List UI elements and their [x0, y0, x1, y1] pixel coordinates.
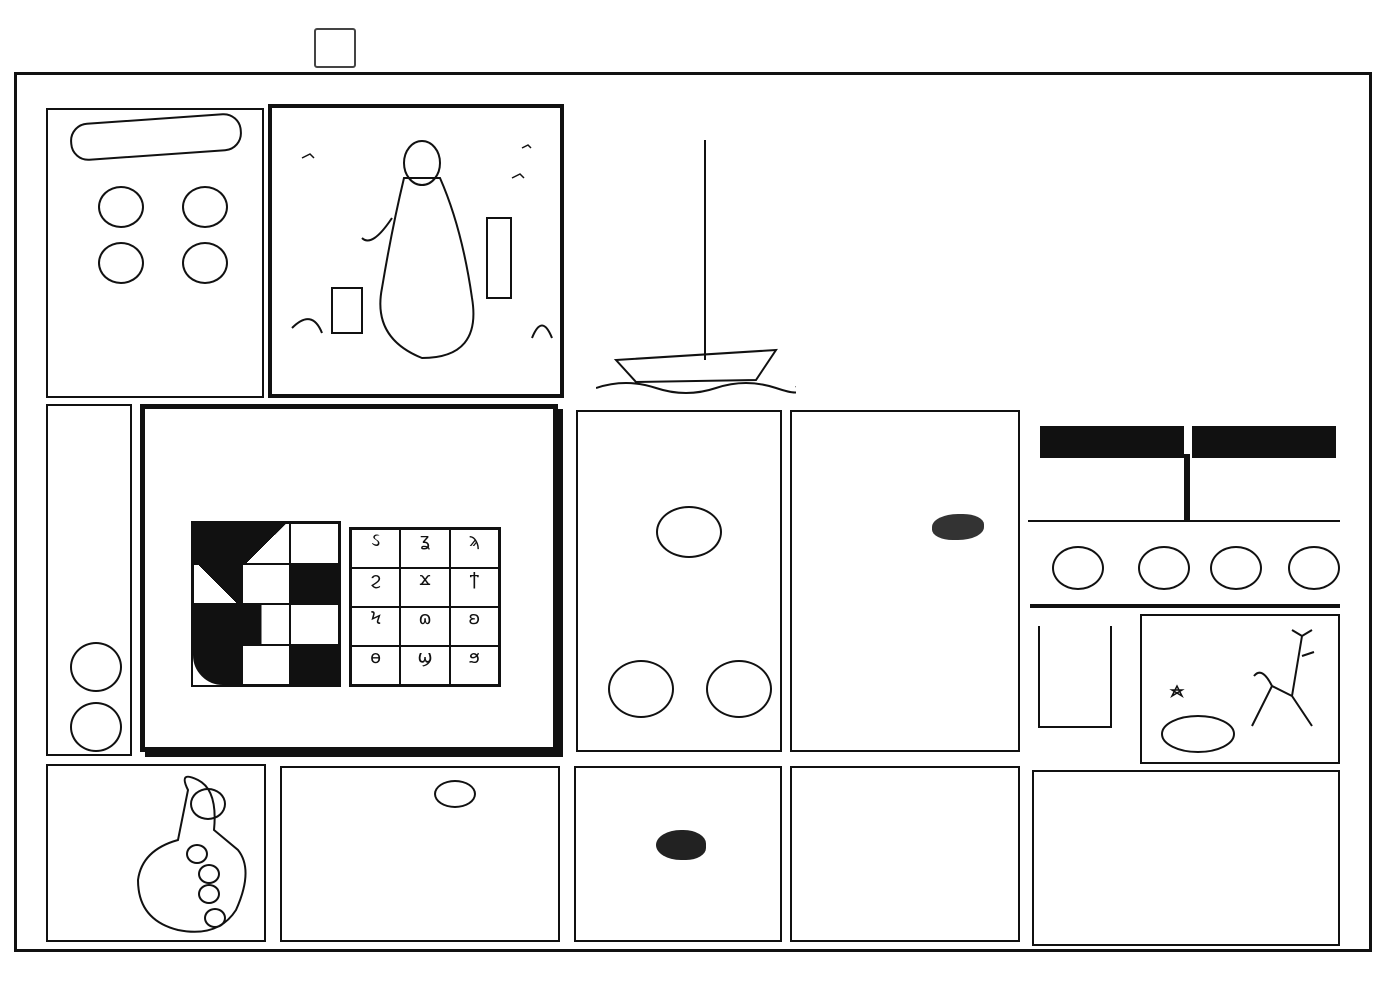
current-number [434, 780, 476, 808]
scrambled-grid [191, 521, 341, 687]
lucky-info-box [790, 410, 1020, 752]
dan-number [656, 506, 722, 558]
open-divider [1184, 454, 1190, 520]
book-icon [314, 28, 356, 68]
rat-picture-icon [656, 830, 706, 860]
predict-number-3 [98, 242, 144, 284]
cold-number-1 [70, 642, 122, 692]
recommend-number-1 [190, 788, 226, 820]
left-border-strip [20, 108, 42, 946]
recommend-number-5 [204, 908, 226, 928]
tuo-number-1 [608, 660, 674, 718]
predict-box [46, 108, 264, 398]
special-recommend-box [46, 764, 266, 942]
open-number-2 [1138, 546, 1190, 590]
open-box [1028, 420, 1340, 596]
treasure-lines [620, 176, 740, 316]
recommend-number-3 [198, 864, 220, 884]
recommend-number-2 [186, 844, 208, 864]
motto-area [800, 262, 1030, 402]
top-border-strip [20, 84, 1366, 106]
open-number-4 [1288, 546, 1340, 590]
open-number-3 [1210, 546, 1262, 590]
open-number-1 [1052, 546, 1104, 590]
open-head-1 [1040, 426, 1184, 458]
section-rule [1030, 604, 1340, 608]
tuo-number-2 [706, 660, 772, 718]
lady-picture [268, 104, 564, 398]
book-hand-icon [1038, 626, 1112, 728]
right-border-strip [1344, 108, 1366, 946]
recommend-number-4 [198, 884, 220, 904]
predict-number-2 [182, 186, 228, 228]
predict-label [69, 112, 243, 162]
xuanji-box [790, 766, 1020, 942]
zodiac-puzzle-box [140, 404, 558, 752]
rule-note [1034, 256, 1194, 406]
cold-number-2 [70, 702, 122, 752]
lucky-zodiac-box [574, 766, 782, 942]
animal-illustration [1142, 616, 1338, 762]
cold-number-box [46, 404, 132, 756]
predict-number-4 [182, 242, 228, 284]
open-head-2 [1192, 426, 1336, 458]
jiehua-picture [1140, 614, 1340, 764]
treasure-area [596, 120, 796, 402]
rat-icon [932, 514, 984, 540]
dan-tuo-box [576, 410, 782, 752]
predict-number-1 [98, 186, 144, 228]
lady-illustration [272, 108, 560, 394]
boat-icon [596, 320, 796, 400]
current-special-box [280, 766, 560, 942]
zodiac-grid: ઽ ʓ ϡ ϩ ϫ ϯ Ϟ ɷ ʚ ɵ ϣ ϧ [349, 527, 501, 687]
open-underline [1028, 520, 1340, 522]
jiehua-text-box [1032, 770, 1340, 946]
jiehua-area [1030, 610, 1340, 764]
